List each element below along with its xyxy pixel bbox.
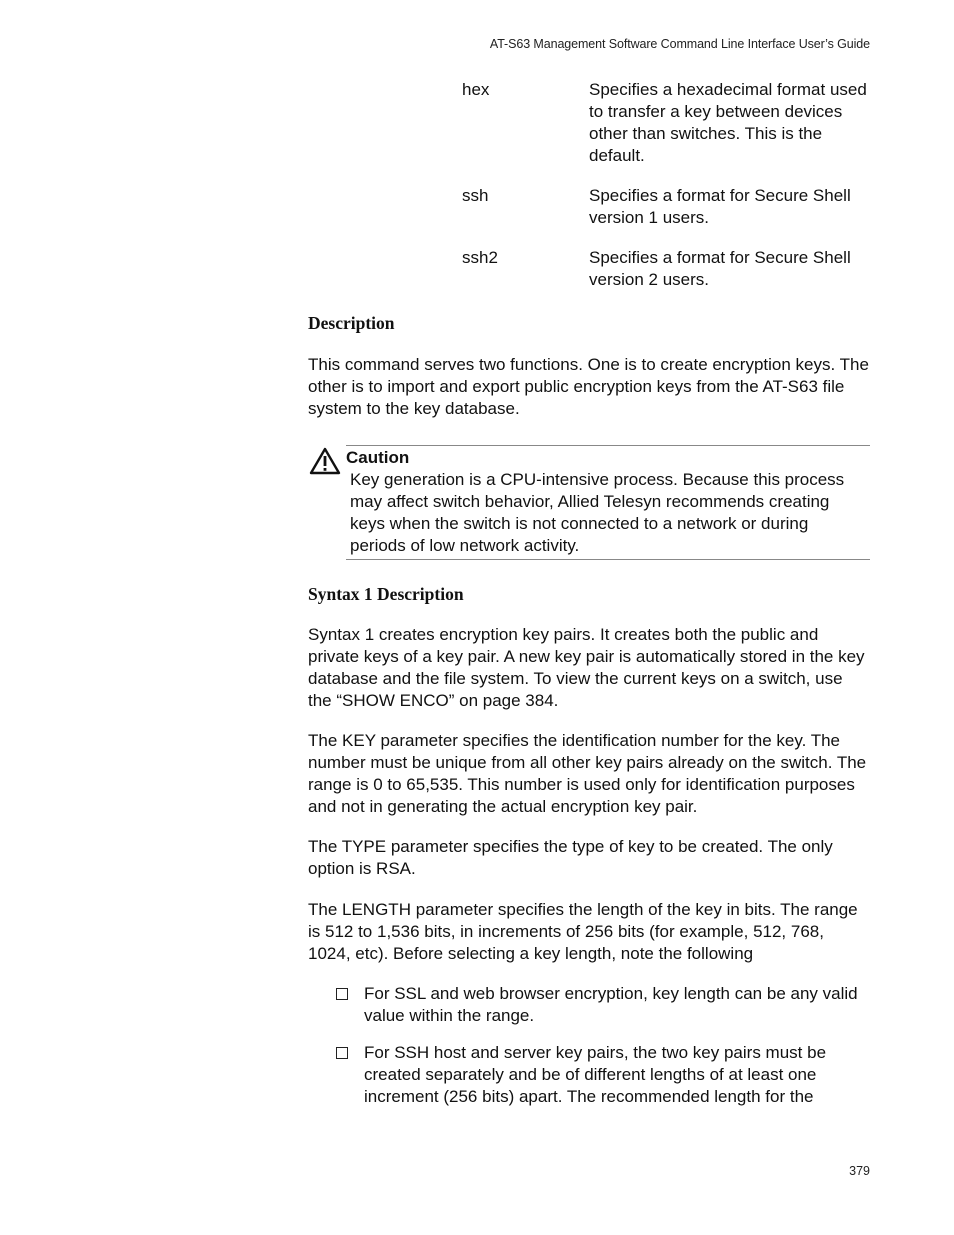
caution-box [346,445,870,560]
param-description: Specifies a format for Secure Shell version 2 users. [589,248,851,289]
list-item-text: For SSL and web browser encryption, key length can be any valid value within the range. [364,984,858,1025]
caution-text: Key generation is a CPU-intensive process. Because this process may affect switch behavior, Allied Telesyn recommends creating keys when the switch is not connected to a network or during periods of low network activity. [350,470,845,555]
checkbox-bullet-icon [336,988,348,1000]
warning-triangle-icon [309,447,341,475]
syntax1-paragraph: The LENGTH parameter specifies the length of the key in bits. The range is 512 to 1,536 bits, in increments of 256 bits (for example, 512, 768, 1024, etc). Before selecting a key length, note the following [308,900,858,963]
param-name: ssh2 [462,248,498,267]
section-heading-description: Description [308,313,395,333]
list-item-text: For SSH host and server key pairs, the two key pairs must be created separately and be of different lengths of at least one increment (256 bits) apart. The recommended length for the [364,1043,827,1106]
caution-title: Caution [346,448,410,467]
syntax1-paragraph: The TYPE parameter specifies the type of key to be created. The only option is RSA. [308,837,833,878]
running-header: AT-S63 Management Software Command Line Interface User’s Guide [489,37,870,51]
syntax1-paragraph: Syntax 1 creates encryption key pairs. It creates both the public and private keys of a key pair. A new key pair is automatically stored in the key database and the file system. To view the current keys on a switch, use the “SHOW ENCO” on page 384. [308,625,865,710]
checkbox-bullet-icon [336,1047,348,1059]
page-number: 379 [849,1164,870,1178]
syntax1-paragraph: The KEY parameter specifies the identification number for the key. The number must be unique from all other key pairs already on the switch. The range is 0 to 65,535. This number is used only for identification purposes and not in generating the actual encryption key pair. [308,731,867,816]
description-paragraph: This command serves two functions. One is to create encryption keys. The other is to import and export public encryption keys from the AT-S63 file system to the key database. [308,355,869,418]
param-description: Specifies a format for Secure Shell version 1 users. [589,186,851,227]
param-name: ssh [462,186,489,205]
section-heading-syntax1: Syntax 1 Description [308,584,464,604]
param-description: Specifies a hexadecimal format used to transfer a key between devices other than switches. This is the default. [589,80,867,165]
param-name: hex [462,80,490,99]
